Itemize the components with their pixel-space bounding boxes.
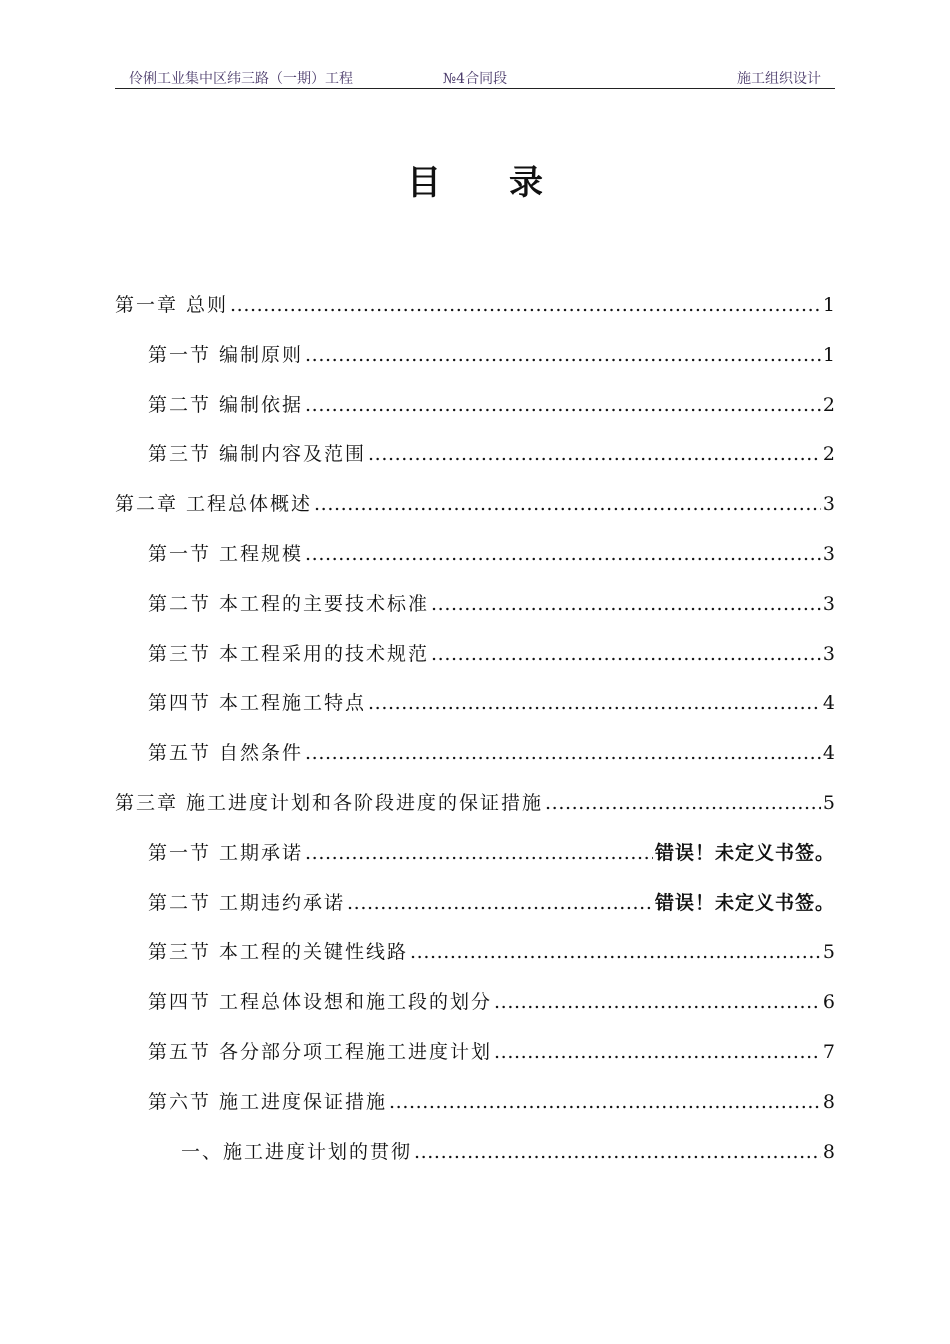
toc-entry[interactable]	[115, 290, 835, 340]
toc-dot-leader	[410, 941, 821, 963]
toc-entry[interactable]	[115, 539, 835, 589]
toc-dot-leader	[368, 443, 821, 465]
header-project-name: 伶俐工业集中区纬三路（一期）工程	[129, 71, 353, 87]
toc-dot-leader	[431, 643, 821, 665]
toc-entry-label: 第一节 工程规模	[148, 542, 304, 565]
toc-dot-leader	[305, 543, 821, 565]
page-title: 目录	[407, 163, 611, 203]
toc-entry[interactable]	[115, 1137, 835, 1187]
table-of-contents	[115, 290, 835, 1186]
header-contract-section: №4合同段	[442, 71, 508, 87]
toc-entry-page-number: 6	[822, 991, 835, 1014]
toc-dot-leader	[414, 1141, 821, 1163]
toc-entry[interactable]	[115, 888, 835, 938]
toc-entry-label: 第三节 本工程的关键性线路	[148, 941, 409, 964]
toc-entry-label: 第一节 工期承诺	[148, 841, 304, 864]
toc-entry-page-number: 1	[822, 294, 835, 316]
toc-entry-label: 第三节 编制内容及范围	[148, 443, 367, 466]
toc-entry-label: 第二章 工程总体概述	[115, 493, 313, 516]
toc-entry-label: 第三章 施工进度计划和各阶段进度的保证措施	[115, 791, 544, 814]
toc-dot-leader	[431, 593, 821, 615]
toc-entry[interactable]	[115, 1087, 835, 1137]
toc-entry[interactable]	[115, 1037, 835, 1087]
toc-entry-error: 错误！未定义书签。	[654, 841, 835, 864]
toc-entry[interactable]	[115, 688, 835, 738]
toc-entry-page-number: 5	[822, 791, 835, 814]
toc-entry-label: 第二节 工期违约承诺	[148, 891, 346, 914]
toc-entry-page-number: 3	[822, 542, 835, 565]
toc-entry-label: 第一章 总则	[115, 294, 229, 316]
toc-entry[interactable]	[115, 390, 835, 440]
toc-dot-leader	[347, 892, 653, 914]
toc-entry[interactable]	[115, 987, 835, 1037]
toc-entry-label: 第一节 编制原则	[148, 343, 304, 366]
toc-dot-leader	[545, 792, 821, 814]
toc-dot-leader	[314, 493, 821, 515]
toc-entry-label: 第五节 各分部分项工程施工进度计划	[148, 1040, 493, 1063]
toc-entry[interactable]	[115, 738, 835, 788]
toc-dot-leader	[494, 1041, 821, 1063]
toc-entry-page-number: 4	[822, 692, 835, 715]
toc-entry-page-number: 8	[822, 1140, 835, 1163]
toc-entry-label: 第三节 本工程采用的技术规范	[148, 642, 430, 665]
toc-dot-leader	[368, 692, 821, 714]
toc-entry-page-number: 7	[822, 1040, 835, 1063]
toc-entry[interactable]	[115, 838, 835, 888]
toc-entry-page-number: 8	[822, 1090, 835, 1113]
toc-entry-label: 第六节 施工进度保证措施	[148, 1090, 388, 1113]
toc-dot-leader	[305, 344, 821, 366]
toc-dot-leader	[305, 394, 821, 416]
toc-entry-page-number: 3	[822, 493, 835, 516]
toc-dot-leader	[389, 1091, 821, 1113]
toc-dot-leader	[305, 842, 653, 864]
toc-entry-page-number: 3	[822, 592, 835, 615]
page-header	[115, 64, 835, 89]
toc-entry[interactable]	[115, 340, 835, 390]
toc-dot-leader	[494, 991, 821, 1013]
toc-entry[interactable]	[115, 439, 835, 489]
toc-entry[interactable]	[115, 788, 835, 838]
toc-entry-page-number: 1	[822, 343, 835, 366]
toc-entry-page-number: 4	[822, 742, 835, 765]
toc-entry-label: 第二节 本工程的主要技术标准	[148, 592, 430, 615]
header-document-type: 施工组织设计	[737, 71, 821, 87]
toc-entry-error: 错误！未定义书签。	[654, 891, 835, 914]
toc-entry-page-number: 3	[822, 642, 835, 665]
toc-entry[interactable]	[115, 937, 835, 987]
toc-entry-page-number: 2	[822, 393, 835, 416]
toc-entry-label: 第四节 工程总体设想和施工段的划分	[148, 991, 493, 1014]
toc-dot-leader	[305, 742, 821, 764]
toc-entry[interactable]	[115, 589, 835, 639]
toc-entry-label: 第四节 本工程施工特点	[148, 692, 367, 715]
toc-entry-label: 第五节 自然条件	[148, 742, 304, 765]
toc-entry[interactable]	[115, 639, 835, 689]
toc-entry-label: 一、施工进度计划的贯彻	[181, 1140, 413, 1163]
toc-entry-page-number: 2	[822, 443, 835, 466]
toc-entry[interactable]	[115, 489, 835, 539]
toc-entry-page-number: 5	[822, 941, 835, 964]
toc-dot-leader	[230, 294, 821, 316]
toc-entry-label: 第二节 编制依据	[148, 393, 304, 416]
